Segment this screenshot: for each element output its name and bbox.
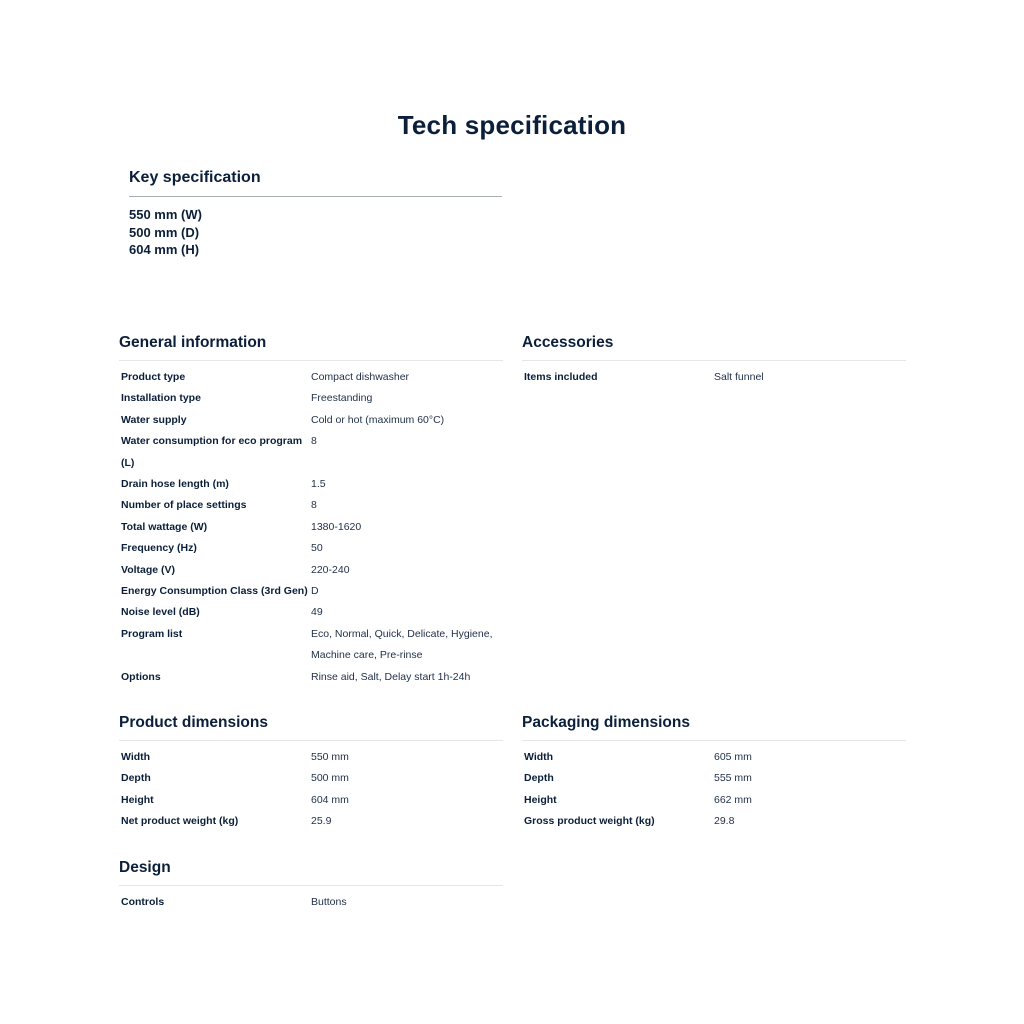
section-title: Packaging dimensions <box>522 714 690 731</box>
section-title: Design <box>119 859 171 876</box>
spec-row <box>522 790 906 811</box>
spec-row <box>119 790 503 811</box>
spec-label: Net product weight (kg) <box>121 815 239 828</box>
spec-label: Program list <box>121 627 183 640</box>
spec-label: Total wattage (W) <box>121 520 208 533</box>
key-spec-depth: 500 mm (D) <box>129 224 200 240</box>
spec-value: Eco, Normal, Quick, Delicate, Hygiene, Machine care, Pre-rinse <box>311 627 493 662</box>
spec-label: Water supply <box>121 413 187 426</box>
spec-value: 1380-1620 <box>311 520 362 533</box>
spec-value: 662 mm <box>714 793 752 806</box>
spec-row <box>119 474 503 495</box>
key-specification-title: Key specification <box>129 169 502 197</box>
key-specification-list <box>129 206 502 259</box>
spec-value: Compact dishwasher <box>311 371 410 383</box>
spec-table-product-dimensions <box>119 747 503 833</box>
spec-value: Freestanding <box>311 392 373 405</box>
spec-value: 500 mm <box>311 772 349 785</box>
spec-label: Water consumption for eco program (L) <box>121 435 303 469</box>
spec-label: Product type <box>121 371 186 383</box>
spec-value: 25.9 <box>311 815 332 828</box>
section-divider <box>522 740 906 741</box>
spec-value: 8 <box>311 435 317 448</box>
spec-row <box>522 367 906 388</box>
section-title: General information <box>119 334 267 351</box>
spec-row <box>119 602 503 623</box>
spec-table-packaging-dimensions <box>522 747 906 833</box>
spec-label: Energy Consumption Class (3rd Gen) <box>121 585 308 598</box>
spec-label: Frequency (Hz) <box>121 542 197 555</box>
key-specification <box>129 169 502 259</box>
page-title: Tech specification <box>397 110 627 140</box>
spec-label: Height <box>121 793 154 806</box>
spec-label: Gross product weight (kg) <box>524 815 655 828</box>
section-general-information <box>119 334 503 688</box>
spec-row <box>119 495 503 516</box>
spec-value: Buttons <box>311 896 347 908</box>
spec-label: Options <box>121 670 161 683</box>
spec-row <box>119 892 503 913</box>
spec-value: 220-240 <box>311 563 350 576</box>
spec-table-accessories <box>522 367 906 388</box>
spec-value: 50 <box>311 542 323 555</box>
section-divider <box>119 740 503 741</box>
spec-label: Controls <box>121 896 165 908</box>
spec-row <box>119 624 503 667</box>
spec-row <box>119 410 503 431</box>
spec-row <box>522 747 906 768</box>
section-divider <box>119 885 503 886</box>
spec-row <box>119 747 503 768</box>
spec-table-general <box>119 367 503 688</box>
spec-label: Voltage (V) <box>121 563 176 576</box>
spec-row <box>119 560 503 581</box>
spec-label: Drain hose length (m) <box>121 478 229 491</box>
spec-row <box>522 768 906 789</box>
spec-table-design <box>119 892 503 913</box>
section-title: Product dimensions <box>119 714 268 731</box>
section-divider <box>522 360 906 361</box>
spec-value: 29.8 <box>714 815 735 828</box>
spec-value: D <box>311 585 319 598</box>
spec-label: Depth <box>121 772 151 785</box>
spec-label: Height <box>524 793 557 806</box>
spec-row <box>119 667 503 688</box>
spec-value: 555 mm <box>714 772 752 785</box>
spec-row <box>119 768 503 789</box>
spec-value: Rinse aid, Salt, Delay start 1h-24h <box>311 670 471 683</box>
spec-label: Width <box>524 751 554 763</box>
spec-label: Number of place settings <box>121 499 247 512</box>
section-design <box>119 859 503 913</box>
spec-label: Depth <box>524 772 554 785</box>
spec-label: Noise level (dB) <box>121 606 200 619</box>
section-product-dimensions <box>119 714 503 833</box>
spec-value: 8 <box>311 499 317 512</box>
spec-value: 604 mm <box>311 793 349 806</box>
spec-value: 49 <box>311 606 323 619</box>
spec-label: Width <box>121 751 151 763</box>
key-spec-height: 604 mm (H) <box>129 242 200 257</box>
section-divider <box>119 360 503 361</box>
spec-row <box>119 517 503 538</box>
key-spec-width: 550 mm (W) <box>129 207 202 222</box>
spec-value: Cold or hot (maximum 60°C) <box>311 413 445 426</box>
spec-label: Installation type <box>121 392 201 405</box>
spec-row <box>119 581 503 602</box>
spec-value: Salt funnel <box>714 371 764 383</box>
spec-row <box>522 811 906 832</box>
section-title: Accessories <box>522 334 614 351</box>
spec-row <box>119 388 503 409</box>
spec-row <box>119 811 503 832</box>
spec-value: 1.5 <box>311 478 326 491</box>
spec-label: Items included <box>524 371 598 383</box>
spec-row <box>119 367 503 388</box>
spec-value: 605 mm <box>714 751 752 763</box>
section-packaging-dimensions <box>522 714 906 833</box>
spec-row <box>119 431 503 474</box>
spec-row <box>119 538 503 559</box>
spec-value: 550 mm <box>311 751 349 763</box>
section-accessories <box>522 334 906 388</box>
